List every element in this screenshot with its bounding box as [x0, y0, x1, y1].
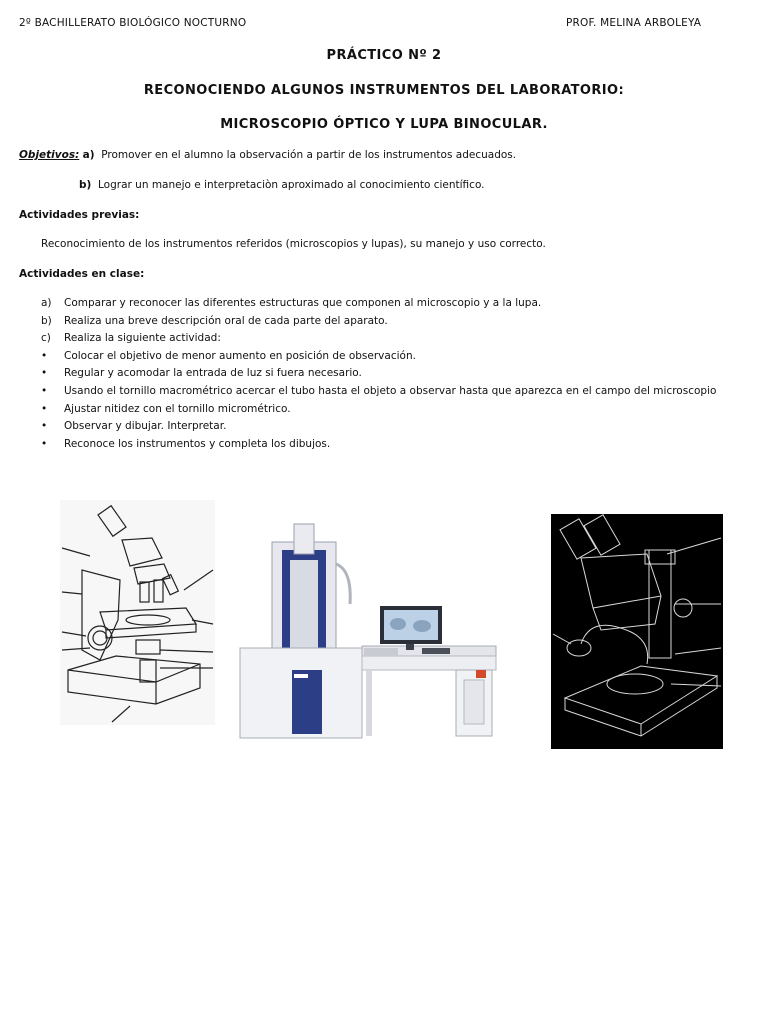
class-activities-list	[41, 297, 716, 455]
list-item: • Usando el tornillo macrométrico acercar el tubo hasta el objeto a observar hasta que aparezca en el campo del microscopio	[41, 384, 717, 397]
objective-b	[79, 179, 485, 191]
previous-activities-heading: Actividades previas:	[19, 209, 140, 221]
list-item: b) Realiza una breve descripción oral de cada parte del aparato.	[41, 314, 388, 327]
list-item: a) Comparar y reconocer las diferentes estructuras que componen al microscopio y a la lupa.	[41, 297, 542, 309]
objective-b-marker: b)	[79, 179, 92, 191]
binocular-loupe-drawing	[551, 514, 723, 749]
list-item: • Ajustar nitidez con el tornillo micrométrico.	[41, 402, 291, 415]
previous-activities-text: Reconocimiento de los instrumentos referidos (microscopios y lupas), su manejo y uso correcto.	[41, 238, 546, 250]
objective-b-text: Lograr un manejo e interpretaciòn aproximado al conocimiento científico.	[98, 179, 485, 191]
practice-subtitle: RECONOCIENDO ALGUNOS INSTRUMENTOS DEL LABORATORIO:	[143, 83, 625, 98]
microscope-drawing	[60, 500, 215, 725]
objective-a-marker: a)	[82, 149, 95, 161]
electron-microscope-photo	[236, 520, 501, 740]
header-teacher: PROF. MELINA ARBOLEYA	[566, 17, 702, 29]
objective-a-text: Promover en el alumno la observación a partir de los instrumentos adecuados.	[101, 149, 517, 161]
list-item: c) Realiza la siguiente actividad:	[41, 332, 221, 345]
instruments-title: MICROSCOPIO ÓPTICO Y LUPA BINOCULAR.	[220, 117, 548, 132]
header-course: 2º BACHILLERATO BIOLÓGICO NOCTURNO	[19, 17, 247, 29]
list-item: • Observar y dibujar. Interpretar.	[41, 420, 227, 433]
practice-title: PRÁCTICO Nº 2	[326, 48, 442, 63]
list-item: • Colocar el objetivo de menor aumento en posición de observación.	[41, 349, 416, 362]
class-activities-heading: Actividades en clase:	[19, 268, 145, 280]
objective-a	[19, 149, 516, 161]
list-item: • Reconoce los instrumentos y completa los dibujos.	[41, 437, 331, 450]
list-item: • Regular y acomodar la entrada de luz si fuera necesario.	[41, 367, 362, 380]
objectives-label: Objetivos:	[19, 149, 80, 161]
